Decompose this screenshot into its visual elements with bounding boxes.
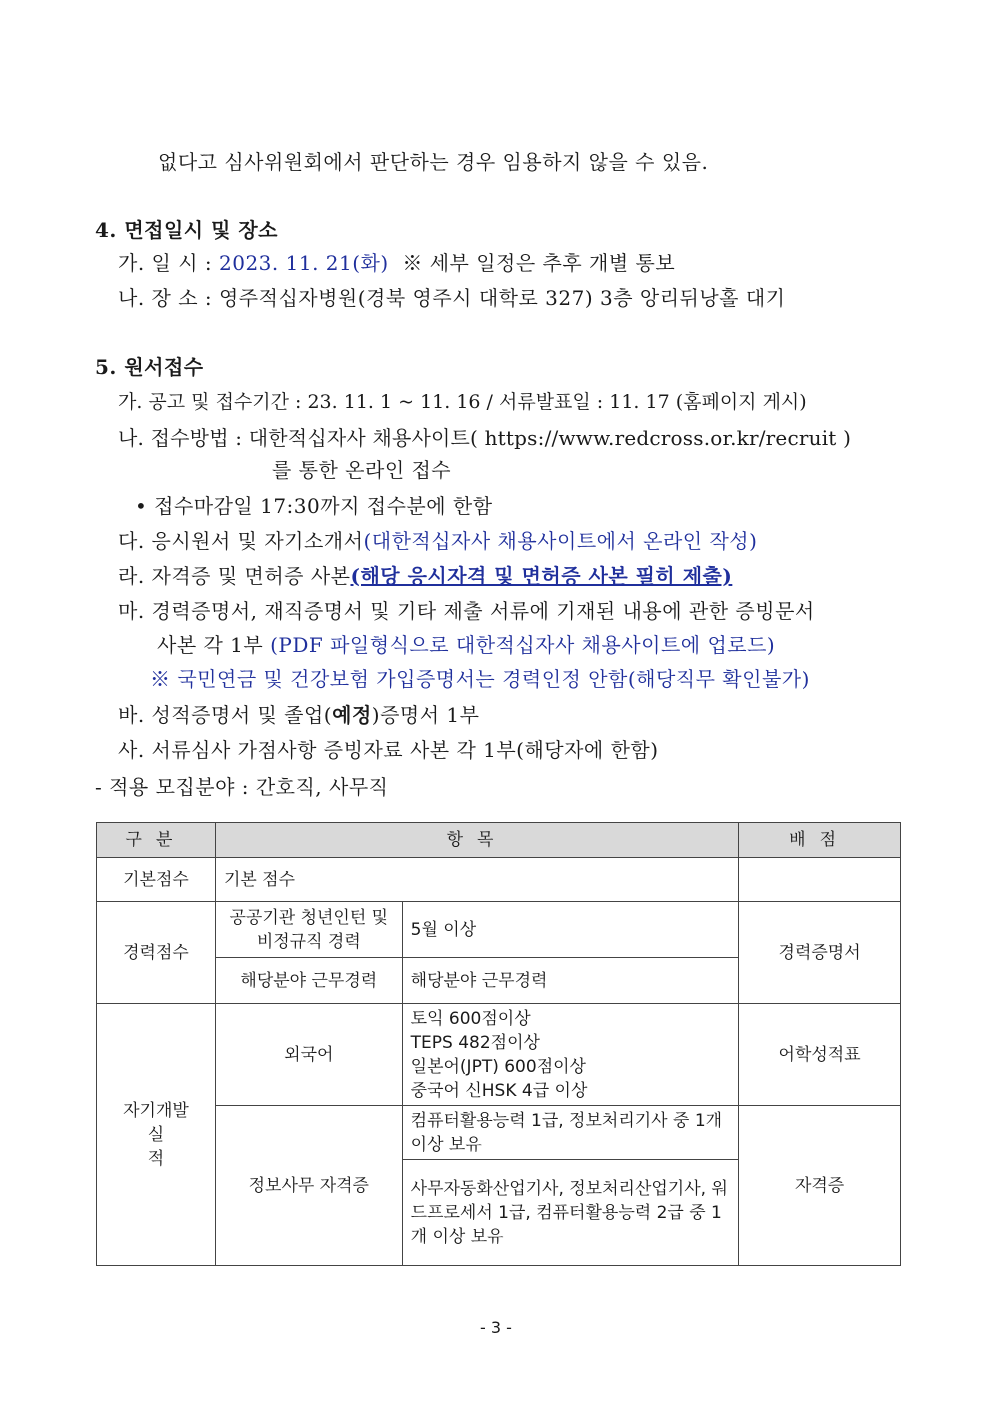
interview-date: 2023. 11. 21(화) (219, 251, 389, 275)
license-line (118, 562, 732, 590)
interview-date-line (118, 249, 675, 277)
application-method-line: 나. 접수방법 : 대한적십자사 채용사이트( https://www.redcross.or.kr/recruit ) (118, 426, 852, 450)
interview-place-line: 나. 장 소 : 영주적십자병원(경북 영주시 대학로 327) 3층 앙리뒤낭홀 대기 (118, 286, 786, 310)
transcript-line (118, 701, 479, 729)
continuation-text: 없다고 심사위원회에서 판단하는 경우 임용하지 않을 수 있음. (158, 150, 709, 174)
career-doc-upload-note: (PDF 파일형식으로 대한적십자사 채용사이트에 업로드) (270, 633, 776, 657)
application-form-line (118, 527, 757, 555)
header-item: 항목 (215, 823, 738, 858)
score-table (96, 822, 901, 1266)
interview-date-label: 가. 일 시 : (118, 251, 219, 275)
lang-details (402, 1004, 739, 1106)
it-detail-2: 사무자동화산업기사, 정보처리산업기사, 워드프로세서 1급, 컴퓨터활용능력 2급 중 1개 이상 보유 (402, 1160, 739, 1266)
career-category: 경력점수 (97, 902, 216, 1004)
table-row (97, 858, 901, 902)
lang-item: 외국어 (215, 1004, 402, 1106)
self-dev-category-line-1: 자기개발 (123, 1100, 189, 1121)
bonus-evidence-line: 사. 서류심사 가점사항 증빙자료 사본 각 1부(해당자에 한함) (118, 738, 659, 762)
list-item: 중국어 신HSK 4급 이상 (410, 1080, 588, 1101)
deadline-bullet: • 접수마감일 17:30까지 접수분에 한함 (135, 494, 493, 518)
self-dev-category (97, 1004, 216, 1266)
list-item: TEPS 482점이상 (410, 1032, 540, 1053)
header-score: 배점 (739, 823, 901, 858)
transcript-expected: 예정 (332, 703, 372, 727)
self-dev-category-line-2: 실 적 (147, 1124, 193, 1169)
career-item-field: 해당분야 근무경력 (215, 958, 402, 1004)
application-method-cont: 를 통한 온라인 접수 (272, 458, 452, 482)
license-label: 라. 자격증 및 면허증 사본 (118, 564, 351, 588)
transcript-label: 바. 성적증명서 및 졸업( (118, 703, 333, 727)
basic-category: 기본점수 (97, 858, 216, 902)
interview-date-note: ※ 세부 일정은 추후 개별 통보 (402, 251, 676, 275)
list-item: 일본어(JPT) 600점이상 (410, 1056, 586, 1077)
pension-note: ※ 국민연금 및 건강보험 가입증명서는 경력인정 안함(해당직무 확인불가) (150, 667, 810, 691)
table-row (97, 902, 901, 958)
application-form-note: (대한적십자사 채용사이트에서 온라인 작성) (363, 529, 758, 553)
applicable-fields-line: - 적용 모집분야 : 간호직, 사무직 (95, 775, 389, 799)
license-note: (해당 응시자격 및 면허증 사본 필히 제출) (350, 564, 733, 588)
table-header-row (97, 823, 901, 858)
it-item: 정보사무 자격증 (215, 1106, 402, 1266)
career-score: 경력증명서 (739, 902, 901, 1004)
career-doc-line: 마. 경력증명서, 재직증명서 및 기타 제출 서류에 기재된 내용에 관한 증빙문서 (118, 599, 815, 623)
career-item-intern: 공공기관 청년인턴 및 비정규직 경력 (215, 902, 402, 958)
it-detail-1: 컴퓨터활용능력 1급, 정보처리기사 중 1개 이상 보유 (402, 1106, 739, 1160)
basic-item: 기본 점수 (215, 858, 738, 902)
page-number: - 3 - (480, 1318, 512, 1337)
career-detail-field: 해당분야 근무경력 (402, 958, 739, 1004)
application-form-label: 다. 응시원서 및 자기소개서 (118, 529, 364, 553)
section-5-title: 5. 원서접수 (95, 355, 204, 379)
list-item: 토익 600점이상 (410, 1008, 531, 1029)
section-4-title: 4. 면접일시 및 장소 (95, 218, 279, 242)
lang-score: 어학성적표 (739, 1004, 901, 1106)
transcript-suffix: )증명서 1부 (371, 703, 480, 727)
application-period-line: 가. 공고 및 접수기간 : 23. 11. 1 ~ 11. 16 / 서류발표일 : 11. 17 (홈페이지 게시) (118, 391, 807, 413)
it-score: 자격증 (739, 1106, 901, 1266)
career-doc-line-2 (157, 631, 775, 659)
career-detail-intern: 5월 이상 (402, 902, 739, 958)
table-row (97, 1004, 901, 1106)
table-row (97, 1106, 901, 1160)
basic-score (739, 858, 901, 902)
header-category: 구분 (97, 823, 216, 858)
career-doc-copies: 사본 각 1부 (157, 633, 271, 657)
